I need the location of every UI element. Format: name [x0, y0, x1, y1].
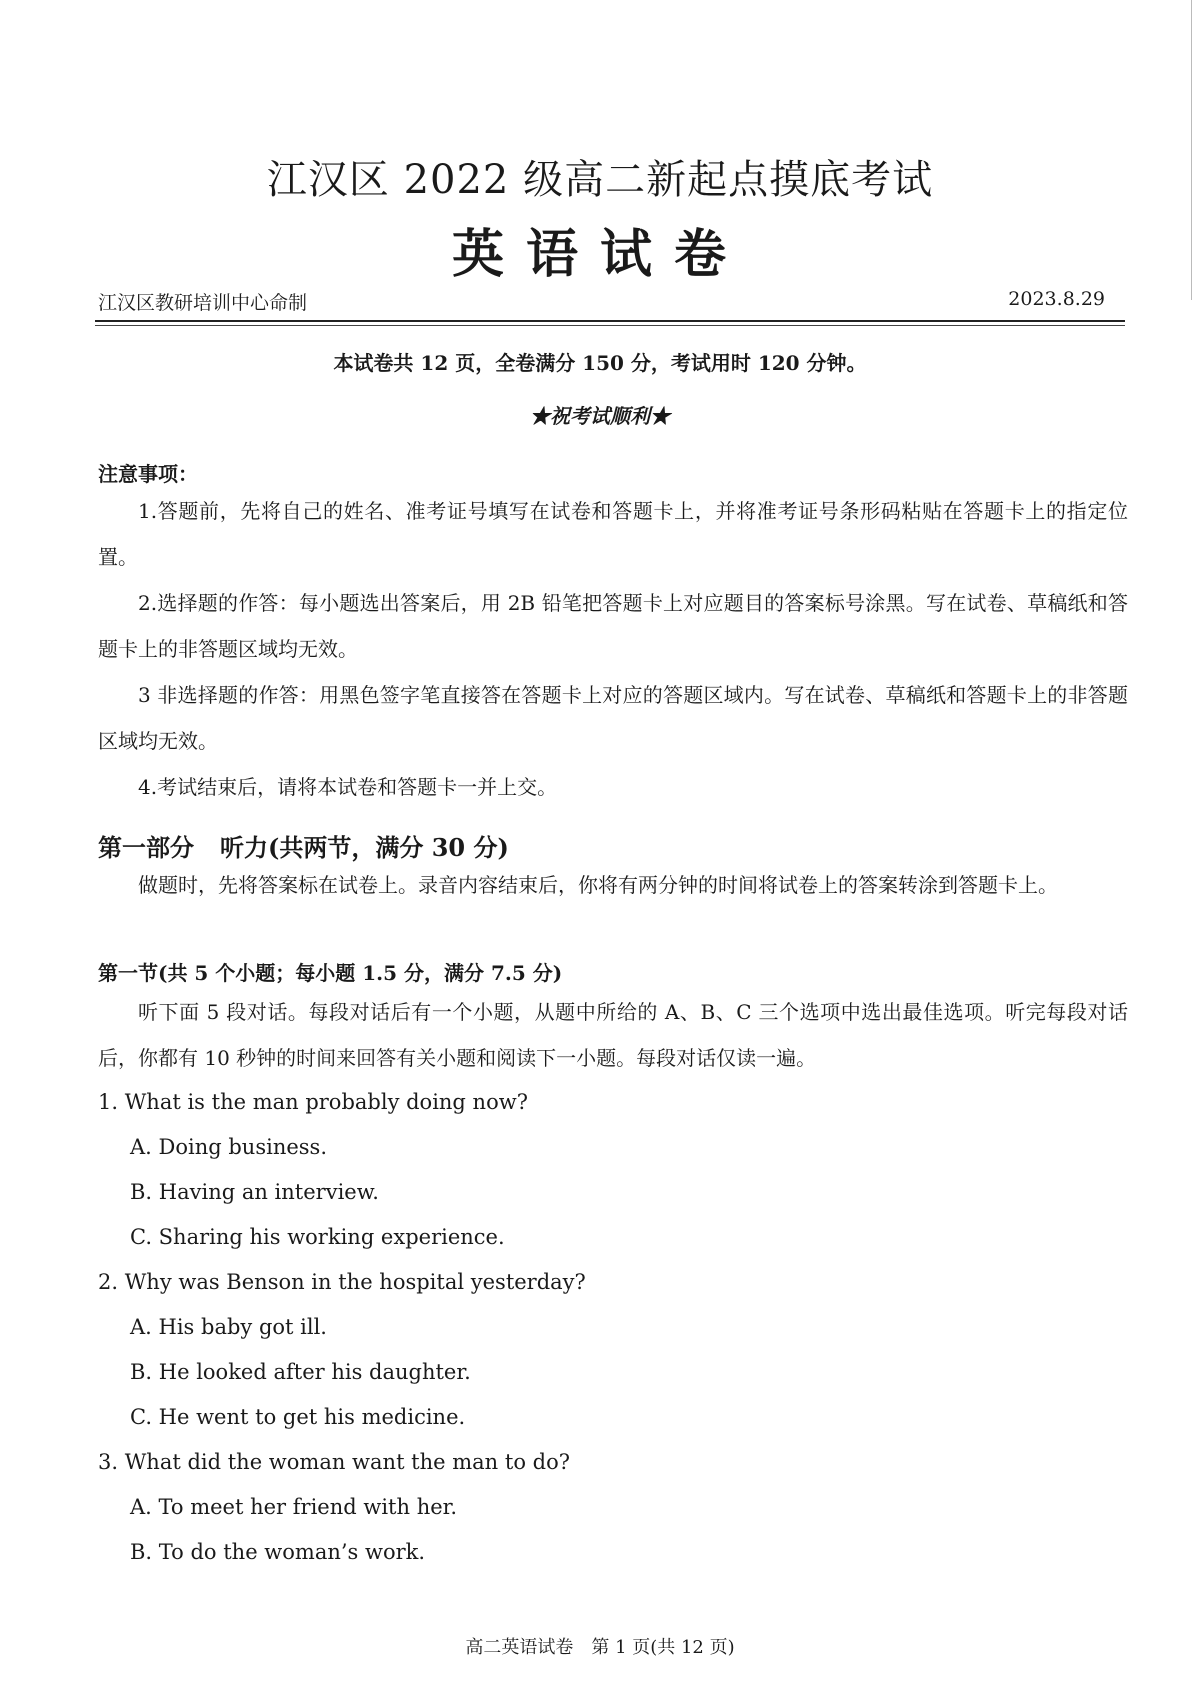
notice-item: 4.考试结束后，请将本试卷和答题卡一并上交。 [138, 775, 558, 799]
exam-date: 2023.8.29 [1008, 288, 1105, 310]
good-luck-line: ★祝考试顺利★ [530, 404, 670, 428]
notice-item: 2.选择题的作答：每小题选出答案后，用 2B 铅笔把答题卡上对应题目的答案标号涂黑。写在试卷、草稿纸和答题卡上的非答题区域均无效。 [98, 591, 1128, 661]
section-intro: 听下面 5 段对话。每段对话后有一个小题，从题中所给的 A、B、C 三个选项中选出最佳选项。听完每段对话后，你都有 10 秒钟的时间来回答有关小题和阅读下一小题。每段对话仅读一遍。 [98, 1000, 1128, 1070]
question-stem: 2. Why was Benson in the hospital yesterday? [98, 1270, 586, 1294]
answer-option: A. Doing business. [130, 1135, 327, 1159]
section-heading: 第一节(共 5 个小题；每小题 1.5 分，满分 7.5 分) [98, 961, 563, 985]
question-stem: 1. What is the man probably doing now? [98, 1090, 528, 1114]
page-footer: 高二英语试卷 第 1 页(共 12 页) [465, 1637, 735, 1658]
exam-title: 江汉区 2022 级高二新起点摸底考试 [266, 157, 934, 203]
issuer-label: 江汉区教研培训中心命制 [98, 292, 308, 314]
answer-option: A. To meet her friend with her. [130, 1495, 458, 1519]
answer-option: B. Having an interview. [130, 1180, 379, 1204]
answer-option: A. His baby got ill. [130, 1315, 327, 1339]
header-rule-thin [95, 325, 1125, 326]
answer-option: C. He went to get his medicine. [130, 1405, 466, 1429]
part-title: 听力(共两节，满分 30 分) [220, 833, 509, 862]
question-list [98, 1080, 1128, 1575]
part-label: 第一部分 [98, 833, 194, 862]
answer-option: B. To do the woman’s work. [130, 1540, 426, 1564]
subject-title: 英语试卷 [451, 224, 748, 285]
notice-heading: 注意事项： [98, 462, 198, 486]
notice-item: 1.答题前，先将自己的姓名、准考证号填写在试卷和答题卡上，并将准考证号条形码粘贴在答题卡上的指定位置。 [98, 499, 1128, 569]
part-intro: 做题时，先将答案标在试卷上。录音内容结束后，你将有两分钟的时间将试卷上的答案转涂到答题卡上。 [138, 873, 1058, 897]
answer-option: C. Sharing his working experience. [130, 1225, 505, 1249]
question-stem: 3. What did the woman want the man to do? [98, 1450, 570, 1474]
answer-option: B. He looked after his daughter. [130, 1360, 471, 1384]
notice-list [98, 488, 1128, 810]
notice-item: 3 非选择题的作答：用黑色签字笔直接答在答题卡上对应的答题区域内。写在试卷、草稿纸和答题卡上的非答题区域均无效。 [98, 683, 1128, 753]
exam-summary: 本试卷共 12 页，全卷满分 150 分，考试用时 120 分钟。 [333, 351, 867, 375]
part-heading [98, 828, 509, 863]
header-rule-thick [95, 320, 1125, 322]
